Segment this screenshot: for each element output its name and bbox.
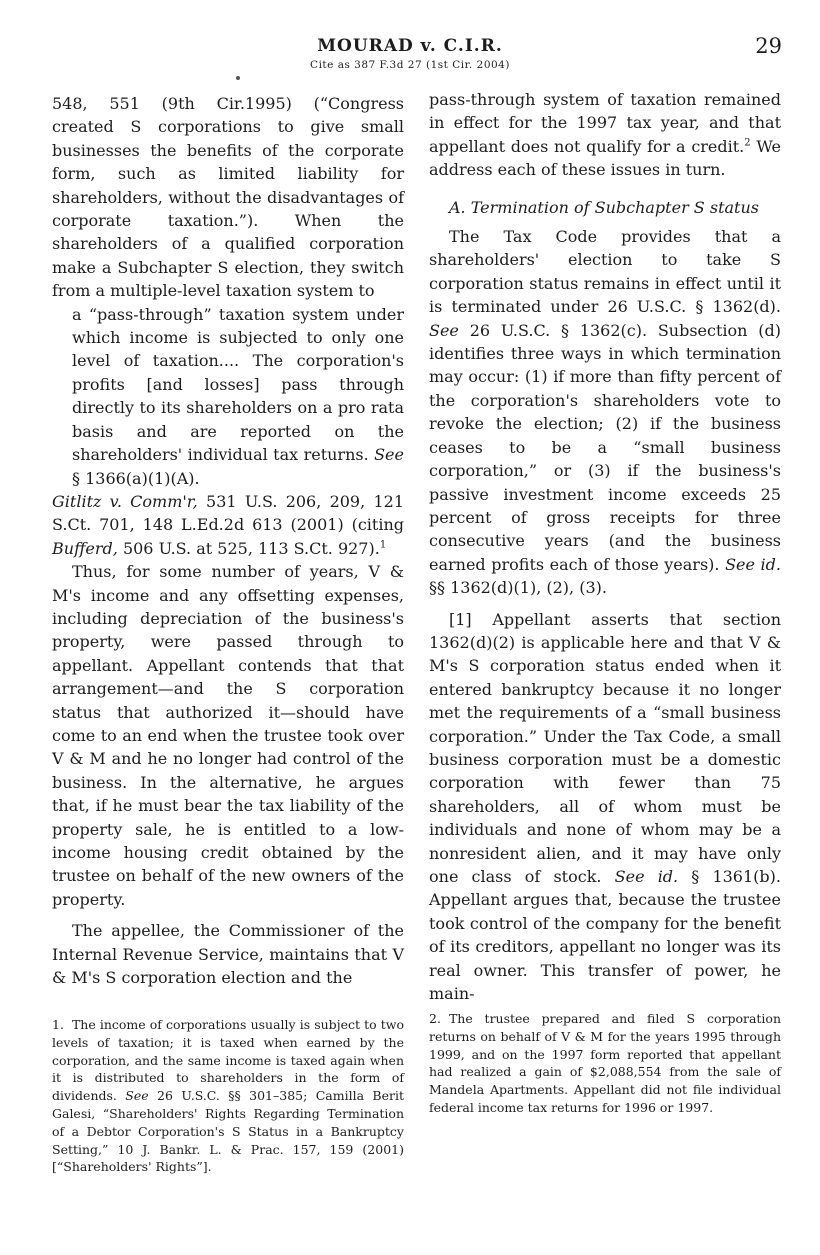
paragraph-text: [1] Appellant asserts that section 1362(d)(2) is applicable here and that V & M's S corporation status ended when it entered bankruptcy because it no longer met the requirements of a “small business corporation.” Under the Tax Code, a small business corporation must be a domestic corporation with fewer than 75 shareholders, all of whom must be individuals and none of whom may be a nonresident alien, and it may have only one class of stock.: [429, 609, 781, 886]
see-signal: See: [429, 320, 459, 340]
footnote-1: [52, 1016, 404, 1176]
case-name: Gitlitz v. Comm'r,: [52, 491, 198, 511]
paragraph: 548, 551 (9th Cir.1995) (“Congress created S corporations to give small businesses the benefits of the corporate form, such as limited liability for shareholders, without the disadvantages of corporate taxation.”). When the shareholders of a qualified corporation make a Subchapter S election, they switch from a multiple-level taxation system to: [52, 94, 404, 301]
case-citation-paragraph: [52, 490, 404, 560]
footnote-ref: 2: [744, 137, 751, 149]
quote-text: a “pass-through” taxation system under which income is subjected to only one level of taxation.... The corporation's profits [and losses] pass through directly to its shareholders on a pro rata basis and are reported on the shareholders' individual tax returns.: [72, 304, 404, 465]
see-signal: See id.: [614, 867, 679, 886]
paragraph: The appellee, the Commissioner of the Internal Revenue Service, maintains that V & M's S corporation election and the: [52, 921, 404, 988]
block-quote: [72, 303, 404, 490]
see-signal: See: [125, 1088, 149, 1104]
right-column: [429, 88, 781, 1005]
footnote-text: The trustee prepared and filed S corporation returns on behalf of V & M for the years 1995 through 1999, and on the 1997 form reported that appellant had realized a gain of $2,088,554 from the sale of Mandela Apartments. Appellant did not file individual federal income tax returns for 1996 or 1997.: [429, 1011, 781, 1115]
case-citation: Cite as 387 F.3d 27 (1st Cir. 2004): [310, 59, 510, 71]
paragraph: [429, 225, 781, 600]
reporter-cite: 531 U.S. 206, 209, 121 S.Ct. 701, 148 L.Ed.2d 613 (2001) (citing: [52, 491, 405, 535]
paragraph: [429, 88, 781, 182]
paragraph-text: The Tax Code provides that a shareholders' election to take S corporation status remains in effect until it is terminated under 26 U.S.C. § 1362(d).: [429, 227, 781, 317]
paragraph-text: § 1361(b). Appellant argues that, because the trustee took control of the company for the benefit of its creditors, appellant no longer was its real owner. This transfer of power, he main-: [429, 867, 781, 1004]
statute-cite: §§ 1362(d)(1), (2), (3).: [429, 578, 607, 598]
paragraph-text: 26 U.S.C. § 1362(c). Subsection (d) identifies three ways in which termination may occur: (1) if more than fifty percent of the corporation's shareholders vote to revoke the election; (2) if the business ceases to be a “small business corporation,” or (3) if the business's passive investment income exceeds 25 percent of gross receipts for three consecutive years (and the business earned profits each of those years).: [429, 320, 781, 574]
footnote-number: 2.: [429, 1011, 441, 1026]
section-heading: A. Termination of Subchapter S status: [449, 197, 759, 217]
case-title: MOURAD v. C.I.R.: [317, 36, 503, 56]
paragraph-text: We address each of these issues in turn.: [429, 136, 781, 180]
reporter-cite: 506 U.S. at 525, 113 S.Ct. 927).: [122, 538, 380, 558]
page-number: 29: [755, 34, 782, 58]
left-column: [52, 92, 404, 989]
statute-cite: § 1366(a)(1)(A).: [72, 468, 200, 488]
footnote-2: [429, 1010, 781, 1117]
footnote-text: The income of corporations usually is subject to two levels of taxation; it is taxed when earned by the corporation, and the same income is taxed again when it is distributed to shareholders in the form of dividends.: [52, 1017, 404, 1104]
scan-speck: [236, 76, 240, 80]
paragraph: [429, 608, 781, 1006]
footnote-text: 26 U.S.C. §§ 301–385; Camilla Berit Galesi, “Shareholders' Rights Regarding Termination of a Debtor Corporation's S Status in a Bankruptcy Setting,” 10 J. Bankr. L. & Prac. 157, 159 (2001) [“Shareholders' Rights”].: [52, 1088, 404, 1175]
paragraph: Thus, for some number of years, V & M's income and any offsetting expenses, including depreciation of the business's property, were passed through to appellant. Appellant contends that that arrangement—and the S corporation status that authorized it—should have come to an end when the trustee took over V & M and he no longer had control of the business. In the alternative, he argues that, if he must bear the tax liability of the property sale, he is entitled to a low-income housing credit obtained by the trustee on behalf of the new owners of the property.: [52, 562, 404, 909]
paragraph-text: pass-through system of taxation remained in effect for the 1997 tax year, and that appellant does not qualify for a credit.: [429, 90, 781, 156]
running-header: [0, 36, 820, 71]
footnote-number: 1.: [52, 1017, 64, 1032]
see-signal: See: [374, 445, 404, 465]
see-signal: See id.: [725, 554, 781, 574]
case-name: Bufferd,: [52, 538, 118, 558]
footnote-ref: 1: [379, 539, 387, 551]
